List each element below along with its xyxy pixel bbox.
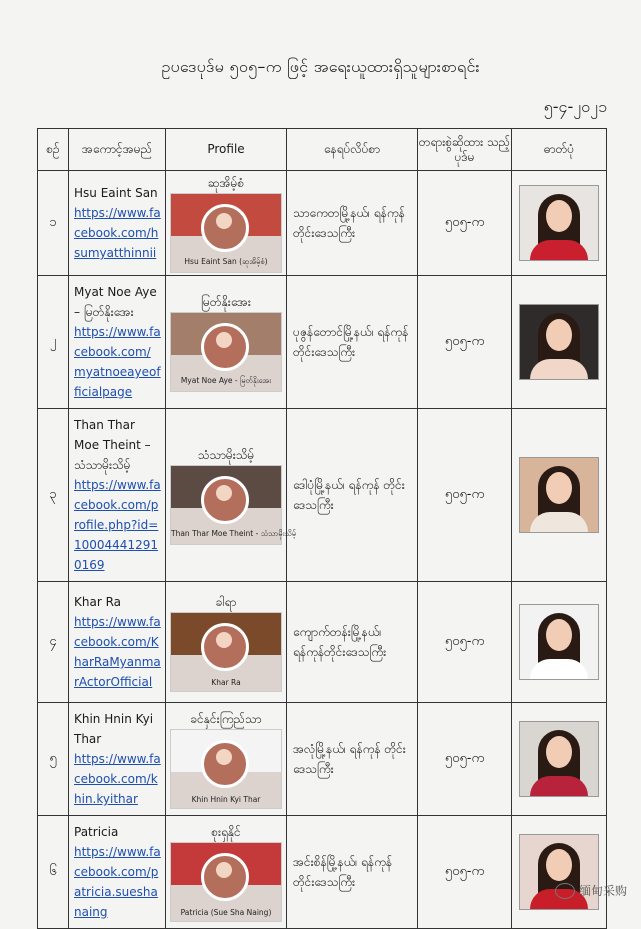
table-row <box>38 582 607 703</box>
table-row <box>38 276 607 409</box>
row-number: ၂ <box>38 276 69 409</box>
profile-screenshot <box>170 312 282 392</box>
profile-caption: ဆုအိမ့်စံ <box>207 176 245 190</box>
profile-cell <box>166 409 297 582</box>
profile-cell <box>166 276 287 409</box>
profile-avatar <box>201 323 249 371</box>
portrait-shoulders <box>530 512 588 532</box>
document-date: ၅-၄-၂၀၂၁ <box>543 97 607 116</box>
facebook-link[interactable]: https://www.facebook.com/profile.php?id=100044412910169 <box>74 478 161 572</box>
portrait-photo <box>519 721 599 797</box>
account-cell <box>69 409 166 582</box>
portrait-photo <box>519 304 599 380</box>
row-number: ၄ <box>38 582 69 703</box>
photo-cell <box>512 582 607 703</box>
profile-screenshot <box>170 193 282 273</box>
profile-caption: သံသာမိုးသိမ့် <box>197 448 255 462</box>
portrait-shoulders <box>530 659 588 679</box>
photo-cell <box>512 276 607 409</box>
address-cell: ကျောက်တန်းမြို့နယ်၊ ရန်ကုန်တိုင်းဒေသကြီး <box>287 582 418 703</box>
account-cell <box>69 171 166 276</box>
header-photo: ဓာတ်ပုံ <box>512 129 607 171</box>
row-number: ၅ <box>38 703 69 816</box>
section-cell: ၅၀၅-က <box>418 816 512 929</box>
account-name: Myat Noe Aye – မြတ်နိုးအေး <box>74 285 157 319</box>
document-title: ဥပဒေပုဒ်မ ၅၀၅–က ဖြင့် အရေးယူထားရှိသူများစာရင်း <box>161 57 480 76</box>
profile-avatar <box>201 476 249 524</box>
section-cell: ၅၀၅-က <box>418 582 512 703</box>
profile-caption: ခင်နှင်းကြည်သာ <box>190 712 262 726</box>
address-cell: ဒေါပုံမြို့နယ်၊ ရန်ကုန် တိုင်းဒေသကြီး <box>287 409 418 582</box>
portrait-shoulders <box>530 359 588 379</box>
header-num: စဉ် <box>38 129 69 171</box>
account-name: Khin Hnin Kyi Thar <box>74 712 154 746</box>
portrait-face <box>546 200 572 232</box>
account-name: Khar Ra <box>74 595 122 609</box>
photo-cell <box>512 703 607 816</box>
account-cell <box>69 582 166 703</box>
facebook-link[interactable]: https://www.facebook.com/hsumyatthinnii <box>74 206 161 260</box>
account-name: Patricia <box>74 825 119 839</box>
profile-avatar <box>201 853 249 901</box>
portrait-photo <box>519 604 599 680</box>
profile-avatar <box>201 740 249 788</box>
photo-cell <box>512 171 607 276</box>
header-address: နေရပ်လိပ်စာ <box>287 129 418 171</box>
photo-cell <box>512 409 607 582</box>
table-row <box>38 171 607 276</box>
portrait-photo <box>519 185 599 261</box>
facebook-link[interactable]: https://www.facebook.com/patricia.sueshanaing <box>74 845 161 919</box>
header-profile: Profile <box>166 129 287 171</box>
portrait-shoulders <box>530 776 588 796</box>
account-cell <box>69 816 166 929</box>
account-cell <box>69 703 166 816</box>
profile-cell <box>166 171 287 276</box>
facebook-link[interactable]: https://www.facebook.com/khin.kyithar <box>74 752 161 806</box>
accused-list-table <box>37 128 607 929</box>
wechat-icon <box>555 883 575 899</box>
address-cell: အလုံမြို့နယ်၊ ရန်ကုန် တိုင်းဒေသကြီး <box>287 703 418 816</box>
portrait-face <box>546 736 572 768</box>
profile-caption: ခါရာ <box>215 595 237 609</box>
profile-avatar <box>201 204 249 252</box>
row-number: ၁ <box>38 171 69 276</box>
portrait-face <box>546 849 572 881</box>
profile-caption: စုးရှနိုင် <box>211 825 241 839</box>
profile-card-name: Khar Ra <box>211 678 241 687</box>
section-cell: ၅၀၅-က <box>418 703 512 816</box>
profile-cell <box>166 582 287 703</box>
row-number: ၃ <box>38 409 69 582</box>
profile-card-name: Hsu Eaint San (ဆုအိမ့်စံ) <box>184 257 268 266</box>
facebook-link[interactable]: https://www.facebook.com/myatnoeayeofficialpage <box>74 325 161 399</box>
portrait-shoulders <box>530 240 588 260</box>
profile-screenshot <box>170 729 282 809</box>
profile-avatar <box>201 623 249 671</box>
table-header-row <box>38 129 607 171</box>
profile-card-name: Patricia (Sue Sha Naing) <box>180 908 272 917</box>
table-row <box>38 409 607 582</box>
watermark-text: 缅甸采购 <box>578 884 627 898</box>
section-cell: ၅၀၅-က <box>418 409 512 582</box>
row-number: ၆ <box>38 816 69 929</box>
header-account: အကောင့်အမည် <box>69 129 166 171</box>
profile-screenshot <box>170 465 297 545</box>
table-row <box>38 816 607 929</box>
profile-card-name: Khin Hnin Kyi Thar <box>191 795 261 804</box>
account-cell <box>69 276 166 409</box>
address-cell: ပုဇွန်တောင်မြို့နယ်၊ ရန်ကုန် တိုင်းဒေသကြီး <box>287 276 418 409</box>
portrait-face <box>546 319 572 351</box>
watermark <box>555 882 627 899</box>
portrait-photo <box>519 457 599 533</box>
profile-caption: မြတ်နိုးအေး <box>201 295 251 309</box>
address-cell: အင်းစိန်မြို့နယ်၊ ရန်ကုန် တိုင်းဒေသကြီး <box>287 816 418 929</box>
account-name: Hsu Eaint San <box>74 186 158 200</box>
profile-card-name: Myat Noe Aye - မြတ်နိုးအေး <box>180 376 272 385</box>
photo-cell <box>512 816 607 929</box>
profile-card-name: Than Thar Moe Theint - သံသာမိုးသိမ့် <box>171 529 297 538</box>
facebook-link[interactable]: https://www.facebook.com/KharRaMyanmarActorOfficial <box>74 615 161 689</box>
section-cell: ၅၀၅-က <box>418 276 512 409</box>
account-name: Than Thar Moe Theint – သံသာမိုးသိမ့် <box>74 418 151 472</box>
profile-screenshot <box>170 842 282 922</box>
address-cell: သာကေတမြို့နယ်၊ ရန်ကုန် တိုင်းဒေသကြီး <box>287 171 418 276</box>
profile-screenshot <box>170 612 282 692</box>
section-cell: ၅၀၅-က <box>418 171 512 276</box>
portrait-face <box>546 619 572 651</box>
header-section: တရားစွဲဆိုထား သည့်ပုဒ်မ <box>418 129 512 171</box>
portrait-face <box>546 472 572 504</box>
profile-cell <box>166 703 287 816</box>
table-row <box>38 703 607 816</box>
profile-cell <box>166 816 287 929</box>
